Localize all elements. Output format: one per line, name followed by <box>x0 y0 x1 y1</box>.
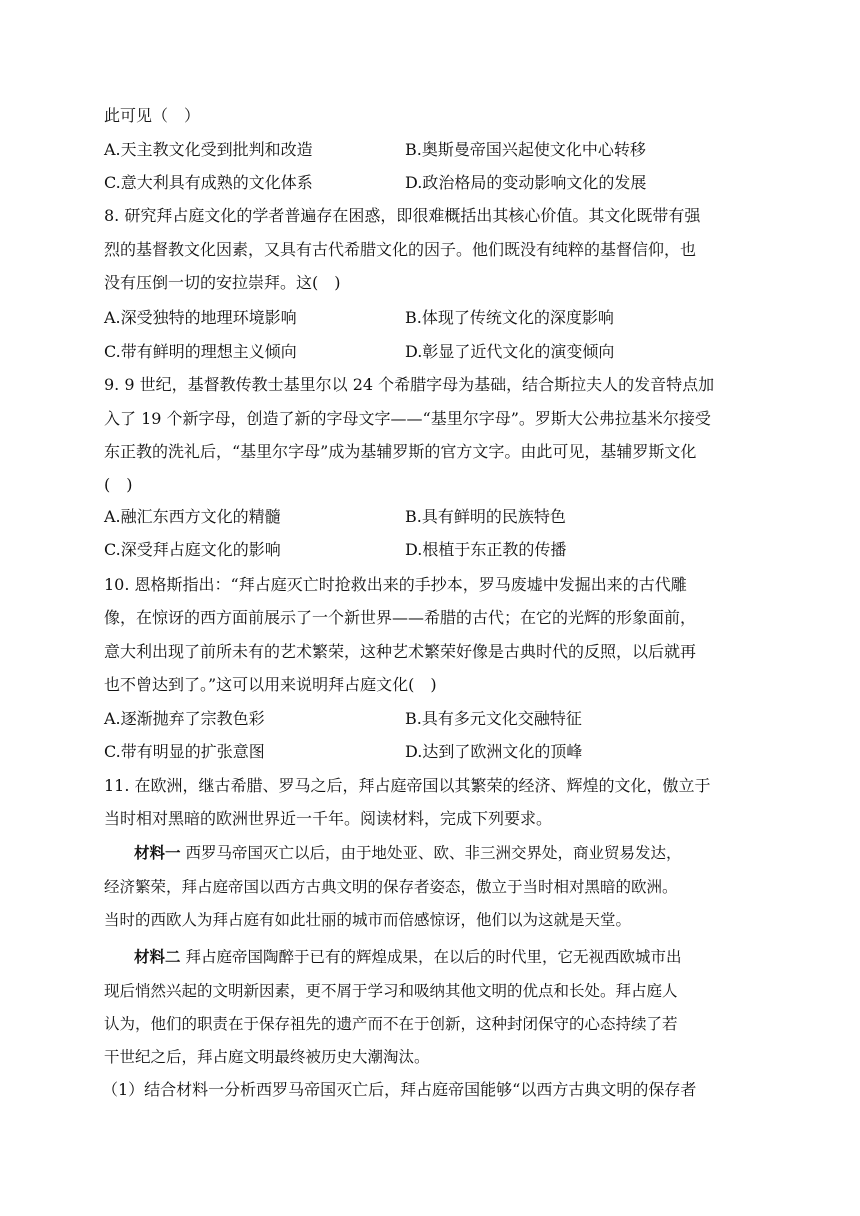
q10-stem-line: 也不曾达到了。”这可以用来说明拜占庭文化( ) <box>104 675 437 694</box>
q9-option-d: D.根植于东正教的传播 <box>405 540 567 559</box>
material-2-line: 认为，他们的职责在于保存祖先的遗产而不在于创新，这种封闭保守的心态持续了若 <box>104 1015 678 1033</box>
q10-stem-line: 意大利出现了前所未有的艺术繁荣，这种艺术繁荣好像是古典时代的反照，以后就再 <box>104 642 697 661</box>
material-2-line <box>134 945 798 969</box>
material-1-label: 材料一 <box>134 844 181 862</box>
q7-stem-tail: 此可见（ ） <box>104 106 201 125</box>
q9-stem-line: ( ) <box>104 475 133 494</box>
q8-option-a: A.深受独特的地理环境影响 <box>104 308 297 327</box>
q8-option-d: D.彰显了近代文化的演变倾向 <box>405 342 615 361</box>
q10-option-d: D.达到了欧洲文化的顶峰 <box>405 742 583 761</box>
q10-stem-line: 像，在惊讶的西方面前展示了一个新世界——希腊的古代；在它的光辉的形象面前， <box>104 608 697 627</box>
q7-option-d: D.政治格局的变动影响文化的发展 <box>405 173 647 192</box>
q9-stem-line: 入了 19 个新字母，创造了新的字母文字——“基里尔字母”。罗斯大公弗拉基米尔接受 <box>104 409 711 428</box>
material-1-text: 西罗马帝国灭亡以后，由于地处亚、欧、非三洲交界处，商业贸易发达， <box>185 844 682 862</box>
q11-stem-line: 11. 在欧洲，继古希腊、罗马之后，拜占庭帝国以其繁荣的经济、辉煌的文化，傲立于 <box>104 776 711 795</box>
q8-stem-line: 烈的基督教文化因素，又具有古代希腊文化的因子。他们既没有纯粹的基督信仰，也 <box>104 240 697 259</box>
q8-stem-line: 没有压倒一切的安拉崇拜。这( ) <box>104 273 341 292</box>
q9-option-b: B.具有鲜明的民族特色 <box>405 507 566 526</box>
q8-option-c: C.带有鲜明的理想主义倾向 <box>104 342 297 361</box>
q9-stem-line: 9. 9 世纪，基督教传教士基里尔以 24 个希腊字母为基础，结合斯拉夫人的发音特点加 <box>104 375 715 394</box>
q7-option-c: C.意大利具有成熟的文化体系 <box>104 173 313 192</box>
q9-stem-line: 东正教的洗礼后，“基里尔字母”成为基辅罗斯的官方文字。由此可见，基辅罗斯文化 <box>104 442 697 461</box>
material-2-line: 现后悄然兴起的文明新因素，更不屑于学习和吸纳其他文明的优点和长处。拜占庭人 <box>104 982 678 1000</box>
q8-stem-line: 8. 研究拜占庭文化的学者普遍存在困惑，即很难概括出其核心价值。其文化既带有强 <box>104 206 701 225</box>
q10-option-a: A.逐渐抛弃了宗教色彩 <box>104 709 265 728</box>
material-1-line: 当时的西欧人为拜占庭有如此壮丽的城市而倍感惊讶，他们以为这就是天堂。 <box>104 911 632 929</box>
material-2-line: 干世纪之后，拜占庭文明最终被历史大潮淘汰。 <box>104 1048 430 1066</box>
material-1-line <box>134 841 798 865</box>
q7-option-b: B.奥斯曼帝国兴起使文化中心转移 <box>405 140 646 159</box>
q8-option-b: B.体现了传统文化的深度影响 <box>405 308 614 327</box>
material-2-label: 材料二 <box>134 948 181 966</box>
q10-option-c: C.带有明显的扩张意图 <box>104 742 265 761</box>
q7-option-a: A.天主教文化受到批判和改造 <box>104 140 313 159</box>
q10-stem-line: 10. 恩格斯指出：“拜占庭灭亡时抢救出来的手抄本，罗马废墟中发掘出来的古代雕 <box>104 575 687 594</box>
q10-option-b: B.具有多元文化交融特征 <box>405 709 582 728</box>
q11-stem-line: 当时相对黑暗的欧洲世界近一千年。阅读材料，完成下列要求。 <box>104 809 553 828</box>
q11-subquestion-1: （1）结合材料一分析西罗马帝国灭亡后，拜占庭帝国能够“以西方古典文明的保存者 <box>102 1080 697 1099</box>
material-2-text: 拜占庭帝国陶醉于已有的辉煌成果，在以后的时代里，它无视西欧城市出 <box>185 948 682 966</box>
q9-option-a: A.融汇东西方文化的精髓 <box>104 507 281 526</box>
q9-option-c: C.深受拜占庭文化的影响 <box>104 540 281 559</box>
material-1-line: 经济繁荣，拜占庭帝国以西方古典文明的保存者姿态，傲立于当时相对黑暗的欧洲。 <box>104 878 678 896</box>
